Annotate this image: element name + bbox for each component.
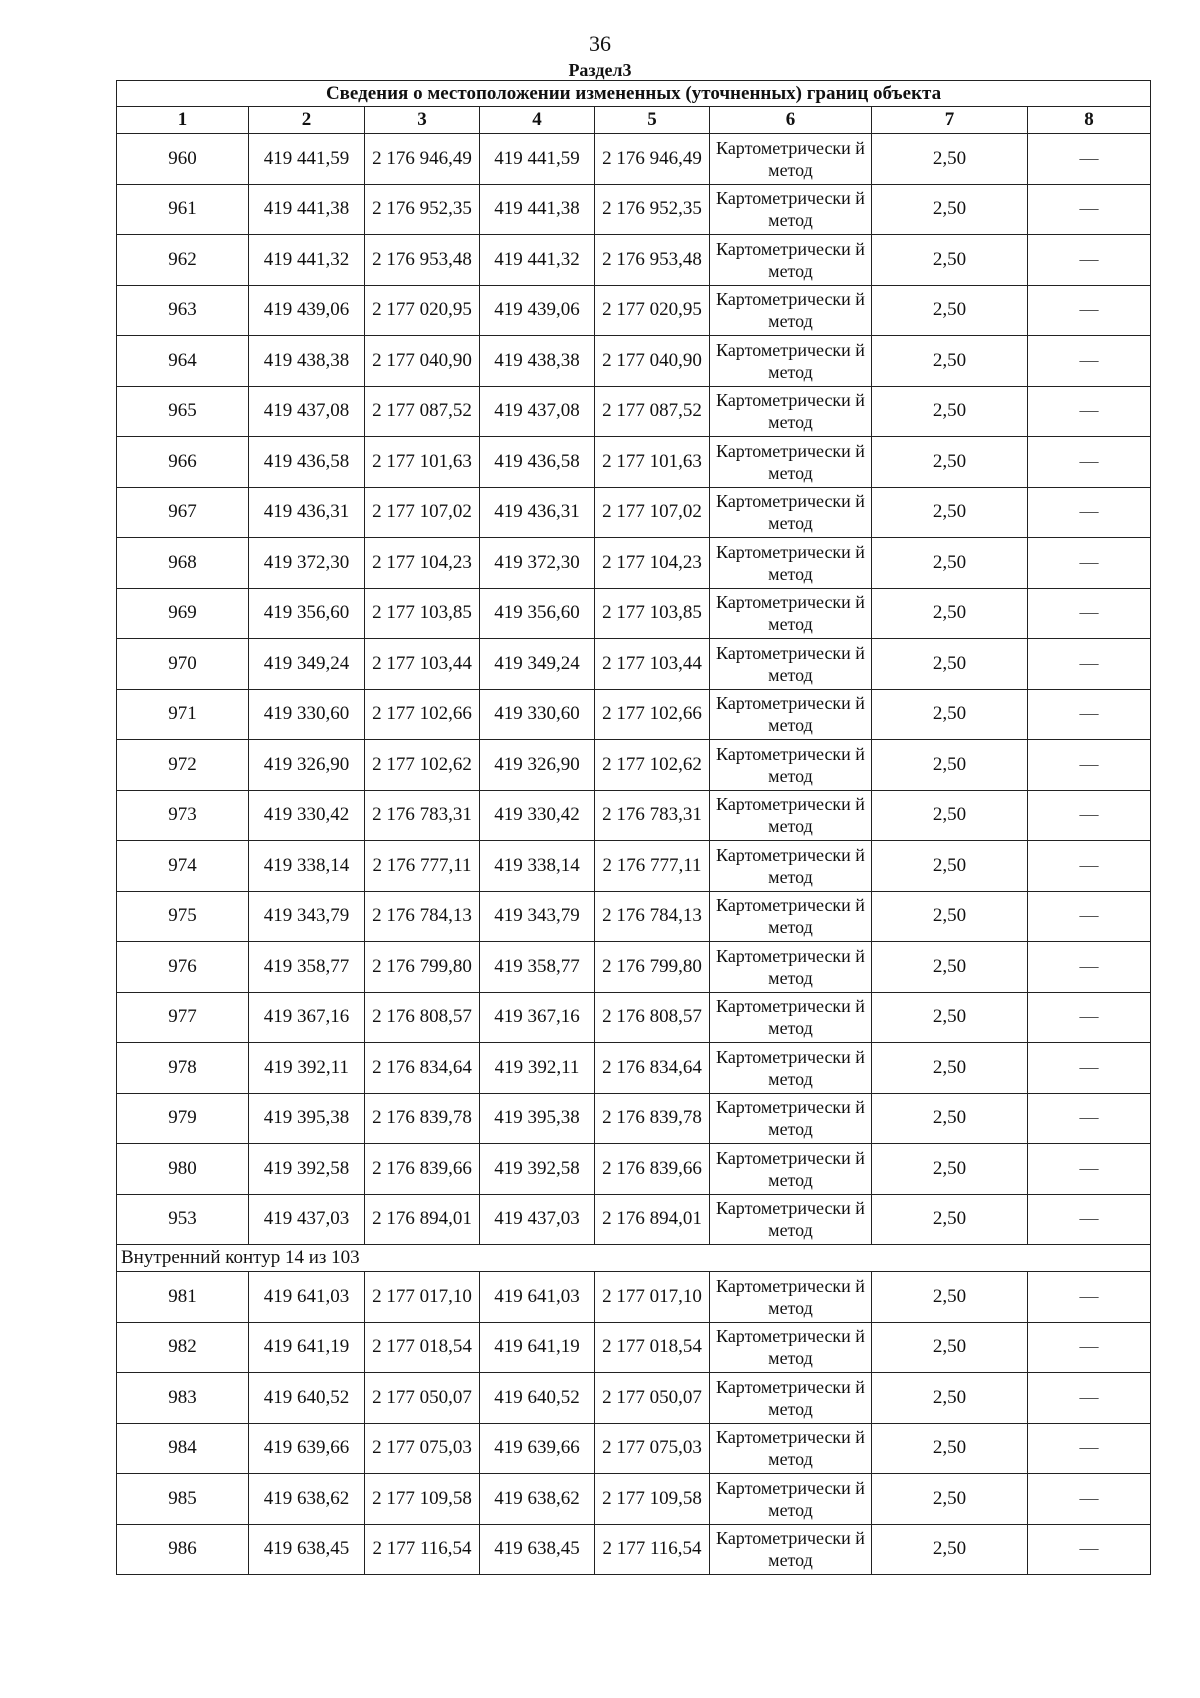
y-coordinate-old-cell: 2 177 102,66 bbox=[365, 689, 480, 740]
x-coordinate-old-cell: 419 392,11 bbox=[249, 1043, 365, 1094]
x-coordinate-old-cell: 419 438,38 bbox=[249, 336, 365, 387]
method-cell: Картометрически й метод bbox=[710, 639, 872, 690]
description-cell: — bbox=[1028, 336, 1151, 387]
x-coordinate-old-cell: 419 641,19 bbox=[249, 1322, 365, 1373]
point-number-cell: 982 bbox=[117, 1322, 249, 1373]
accuracy-cell: 2,50 bbox=[872, 1322, 1028, 1373]
x-coordinate-old-cell: 419 638,62 bbox=[249, 1474, 365, 1525]
point-number-cell: 970 bbox=[117, 639, 249, 690]
y-coordinate-old-cell: 2 177 040,90 bbox=[365, 336, 480, 387]
x-coordinate-new-cell: 419 441,32 bbox=[480, 235, 595, 286]
accuracy-cell: 2,50 bbox=[872, 1144, 1028, 1195]
description-cell: — bbox=[1028, 1322, 1151, 1373]
y-coordinate-new-cell: 2 177 103,85 bbox=[595, 588, 710, 639]
y-coordinate-old-cell: 2 177 017,10 bbox=[365, 1272, 480, 1323]
method-cell: Картометрически й метод bbox=[710, 1093, 872, 1144]
accuracy-cell: 2,50 bbox=[872, 689, 1028, 740]
x-coordinate-new-cell: 419 395,38 bbox=[480, 1093, 595, 1144]
column-header: 6 bbox=[710, 107, 872, 134]
x-coordinate-new-cell: 419 356,60 bbox=[480, 588, 595, 639]
y-coordinate-old-cell: 2 177 102,62 bbox=[365, 740, 480, 791]
contour-label: Внутренний контур 14 из 103 bbox=[117, 1245, 1151, 1272]
x-coordinate-new-cell: 419 392,58 bbox=[480, 1144, 595, 1195]
y-coordinate-new-cell: 2 176 839,66 bbox=[595, 1144, 710, 1195]
description-cell: — bbox=[1028, 891, 1151, 942]
table-caption-row bbox=[117, 81, 1151, 107]
accuracy-cell: 2,50 bbox=[872, 184, 1028, 235]
accuracy-cell: 2,50 bbox=[872, 790, 1028, 841]
description-cell: — bbox=[1028, 386, 1151, 437]
x-coordinate-new-cell: 419 367,16 bbox=[480, 992, 595, 1043]
column-header-row bbox=[117, 107, 1151, 134]
table-row bbox=[117, 1423, 1151, 1474]
y-coordinate-new-cell: 2 176 777,11 bbox=[595, 841, 710, 892]
x-coordinate-new-cell: 419 330,42 bbox=[480, 790, 595, 841]
description-cell: — bbox=[1028, 1144, 1151, 1195]
point-number-cell: 953 bbox=[117, 1194, 249, 1245]
y-coordinate-old-cell: 2 177 107,02 bbox=[365, 487, 480, 538]
y-coordinate-new-cell: 2 177 104,23 bbox=[595, 538, 710, 589]
description-cell: — bbox=[1028, 437, 1151, 488]
y-coordinate-old-cell: 2 177 104,23 bbox=[365, 538, 480, 589]
y-coordinate-old-cell: 2 176 839,66 bbox=[365, 1144, 480, 1195]
x-coordinate-old-cell: 419 330,60 bbox=[249, 689, 365, 740]
table-row bbox=[117, 841, 1151, 892]
x-coordinate-new-cell: 419 441,59 bbox=[480, 134, 595, 185]
description-cell: — bbox=[1028, 740, 1151, 791]
table-row bbox=[117, 538, 1151, 589]
y-coordinate-new-cell: 2 177 087,52 bbox=[595, 386, 710, 437]
method-cell: Картометрически й метод bbox=[710, 1194, 872, 1245]
point-number-cell: 985 bbox=[117, 1474, 249, 1525]
accuracy-cell: 2,50 bbox=[872, 740, 1028, 791]
x-coordinate-new-cell: 419 441,38 bbox=[480, 184, 595, 235]
accuracy-cell: 2,50 bbox=[872, 538, 1028, 589]
accuracy-cell: 2,50 bbox=[872, 992, 1028, 1043]
description-cell: — bbox=[1028, 538, 1151, 589]
x-coordinate-old-cell: 419 441,38 bbox=[249, 184, 365, 235]
x-coordinate-new-cell: 419 437,08 bbox=[480, 386, 595, 437]
y-coordinate-new-cell: 2 176 784,13 bbox=[595, 891, 710, 942]
point-number-cell: 960 bbox=[117, 134, 249, 185]
x-coordinate-old-cell: 419 437,03 bbox=[249, 1194, 365, 1245]
accuracy-cell: 2,50 bbox=[872, 437, 1028, 488]
table-row bbox=[117, 689, 1151, 740]
table-row bbox=[117, 437, 1151, 488]
accuracy-cell: 2,50 bbox=[872, 1373, 1028, 1424]
accuracy-cell: 2,50 bbox=[872, 1194, 1028, 1245]
x-coordinate-old-cell: 419 356,60 bbox=[249, 588, 365, 639]
x-coordinate-new-cell: 419 438,38 bbox=[480, 336, 595, 387]
method-cell: Картометрически й метод bbox=[710, 437, 872, 488]
point-number-cell: 978 bbox=[117, 1043, 249, 1094]
y-coordinate-new-cell: 2 177 050,07 bbox=[595, 1373, 710, 1424]
y-coordinate-old-cell: 2 177 087,52 bbox=[365, 386, 480, 437]
y-coordinate-new-cell: 2 176 834,64 bbox=[595, 1043, 710, 1094]
x-coordinate-old-cell: 419 358,77 bbox=[249, 942, 365, 993]
point-number-cell: 984 bbox=[117, 1423, 249, 1474]
x-coordinate-new-cell: 419 330,60 bbox=[480, 689, 595, 740]
description-cell: — bbox=[1028, 992, 1151, 1043]
y-coordinate-new-cell: 2 176 952,35 bbox=[595, 184, 710, 235]
y-coordinate-old-cell: 2 177 109,58 bbox=[365, 1474, 480, 1525]
y-coordinate-new-cell: 2 176 953,48 bbox=[595, 235, 710, 286]
y-coordinate-old-cell: 2 176 839,78 bbox=[365, 1093, 480, 1144]
y-coordinate-old-cell: 2 176 784,13 bbox=[365, 891, 480, 942]
y-coordinate-new-cell: 2 176 839,78 bbox=[595, 1093, 710, 1144]
column-header: 7 bbox=[872, 107, 1028, 134]
accuracy-cell: 2,50 bbox=[872, 1093, 1028, 1144]
x-coordinate-new-cell: 419 436,58 bbox=[480, 437, 595, 488]
method-cell: Картометрически й метод bbox=[710, 235, 872, 286]
accuracy-cell: 2,50 bbox=[872, 487, 1028, 538]
page-number: 36 bbox=[589, 31, 611, 56]
column-header: 4 bbox=[480, 107, 595, 134]
y-coordinate-old-cell: 2 176 946,49 bbox=[365, 134, 480, 185]
x-coordinate-old-cell: 419 392,58 bbox=[249, 1144, 365, 1195]
y-coordinate-new-cell: 2 177 020,95 bbox=[595, 285, 710, 336]
section-title: Раздел3 bbox=[568, 60, 632, 80]
method-cell: Картометрически й метод bbox=[710, 336, 872, 387]
table-row bbox=[117, 1272, 1151, 1323]
x-coordinate-old-cell: 419 437,08 bbox=[249, 386, 365, 437]
description-cell: — bbox=[1028, 285, 1151, 336]
point-number-cell: 974 bbox=[117, 841, 249, 892]
point-number-cell: 975 bbox=[117, 891, 249, 942]
x-coordinate-new-cell: 419 439,06 bbox=[480, 285, 595, 336]
y-coordinate-new-cell: 2 177 102,62 bbox=[595, 740, 710, 791]
y-coordinate-old-cell: 2 176 894,01 bbox=[365, 1194, 480, 1245]
description-cell: — bbox=[1028, 184, 1151, 235]
x-coordinate-old-cell: 419 439,06 bbox=[249, 285, 365, 336]
method-cell: Картометрически й метод bbox=[710, 891, 872, 942]
y-coordinate-old-cell: 2 176 783,31 bbox=[365, 790, 480, 841]
y-coordinate-new-cell: 2 177 107,02 bbox=[595, 487, 710, 538]
description-cell: — bbox=[1028, 639, 1151, 690]
table-row bbox=[117, 992, 1151, 1043]
point-number-cell: 973 bbox=[117, 790, 249, 841]
column-header: 8 bbox=[1028, 107, 1151, 134]
column-header: 1 bbox=[117, 107, 249, 134]
point-number-cell: 964 bbox=[117, 336, 249, 387]
x-coordinate-old-cell: 419 326,90 bbox=[249, 740, 365, 791]
method-cell: Картометрически й метод bbox=[710, 1322, 872, 1373]
method-cell: Картометрически й метод bbox=[710, 1524, 872, 1575]
table-row bbox=[117, 1043, 1151, 1094]
y-coordinate-new-cell: 2 177 040,90 bbox=[595, 336, 710, 387]
description-cell: — bbox=[1028, 1474, 1151, 1525]
x-coordinate-new-cell: 419 372,30 bbox=[480, 538, 595, 589]
y-coordinate-old-cell: 2 177 116,54 bbox=[365, 1524, 480, 1575]
y-coordinate-old-cell: 2 177 050,07 bbox=[365, 1373, 480, 1424]
description-cell: — bbox=[1028, 134, 1151, 185]
method-cell: Картометрически й метод bbox=[710, 1423, 872, 1474]
x-coordinate-old-cell: 419 441,59 bbox=[249, 134, 365, 185]
x-coordinate-new-cell: 419 326,90 bbox=[480, 740, 595, 791]
table-row bbox=[117, 891, 1151, 942]
y-coordinate-new-cell: 2 177 018,54 bbox=[595, 1322, 710, 1373]
x-coordinate-new-cell: 419 638,62 bbox=[480, 1474, 595, 1525]
y-coordinate-old-cell: 2 176 777,11 bbox=[365, 841, 480, 892]
y-coordinate-old-cell: 2 177 103,44 bbox=[365, 639, 480, 690]
table-row bbox=[117, 1373, 1151, 1424]
x-coordinate-old-cell: 419 372,30 bbox=[249, 538, 365, 589]
method-cell: Картометрически й метод bbox=[710, 1043, 872, 1094]
y-coordinate-old-cell: 2 176 953,48 bbox=[365, 235, 480, 286]
y-coordinate-old-cell: 2 176 952,35 bbox=[365, 184, 480, 235]
y-coordinate-old-cell: 2 177 018,54 bbox=[365, 1322, 480, 1373]
y-coordinate-new-cell: 2 177 116,54 bbox=[595, 1524, 710, 1575]
x-coordinate-new-cell: 419 436,31 bbox=[480, 487, 595, 538]
table-row bbox=[117, 1093, 1151, 1144]
accuracy-cell: 2,50 bbox=[872, 1524, 1028, 1575]
y-coordinate-old-cell: 2 176 799,80 bbox=[365, 942, 480, 993]
method-cell: Картометрически й метод bbox=[710, 1474, 872, 1525]
x-coordinate-new-cell: 419 392,11 bbox=[480, 1043, 595, 1094]
description-cell: — bbox=[1028, 841, 1151, 892]
method-cell: Картометрически й метод bbox=[710, 184, 872, 235]
accuracy-cell: 2,50 bbox=[872, 1043, 1028, 1094]
y-coordinate-new-cell: 2 176 894,01 bbox=[595, 1194, 710, 1245]
description-cell: — bbox=[1028, 790, 1151, 841]
y-coordinate-new-cell: 2 177 103,44 bbox=[595, 639, 710, 690]
x-coordinate-old-cell: 419 640,52 bbox=[249, 1373, 365, 1424]
description-cell: — bbox=[1028, 1373, 1151, 1424]
y-coordinate-new-cell: 2 177 109,58 bbox=[595, 1474, 710, 1525]
method-cell: Картометрически й метод bbox=[710, 588, 872, 639]
column-header: 5 bbox=[595, 107, 710, 134]
x-coordinate-old-cell: 419 441,32 bbox=[249, 235, 365, 286]
table-row bbox=[117, 336, 1151, 387]
method-cell: Картометрически й метод bbox=[710, 841, 872, 892]
method-cell: Картометрически й метод bbox=[710, 538, 872, 589]
accuracy-cell: 2,50 bbox=[872, 588, 1028, 639]
description-cell: — bbox=[1028, 689, 1151, 740]
method-cell: Картометрически й метод bbox=[710, 942, 872, 993]
method-cell: Картометрически й метод bbox=[710, 1144, 872, 1195]
point-number-cell: 977 bbox=[117, 992, 249, 1043]
method-cell: Картометрически й метод bbox=[710, 285, 872, 336]
x-coordinate-new-cell: 419 638,45 bbox=[480, 1524, 595, 1575]
point-number-cell: 980 bbox=[117, 1144, 249, 1195]
table-row bbox=[117, 1144, 1151, 1195]
accuracy-cell: 2,50 bbox=[872, 336, 1028, 387]
accuracy-cell: 2,50 bbox=[872, 841, 1028, 892]
table-row bbox=[117, 386, 1151, 437]
table-caption: Сведения о местоположении измененных (уточненных) границ объекта bbox=[117, 81, 1151, 107]
point-number-cell: 983 bbox=[117, 1373, 249, 1424]
point-number-cell: 981 bbox=[117, 1272, 249, 1323]
table-row bbox=[117, 588, 1151, 639]
point-number-cell: 979 bbox=[117, 1093, 249, 1144]
table-row bbox=[117, 235, 1151, 286]
y-coordinate-old-cell: 2 177 101,63 bbox=[365, 437, 480, 488]
table-row bbox=[117, 1524, 1151, 1575]
method-cell: Картометрически й метод bbox=[710, 487, 872, 538]
y-coordinate-new-cell: 2 176 799,80 bbox=[595, 942, 710, 993]
table-row bbox=[117, 134, 1151, 185]
description-cell: — bbox=[1028, 588, 1151, 639]
x-coordinate-new-cell: 419 343,79 bbox=[480, 891, 595, 942]
contour-separator-row bbox=[117, 1245, 1151, 1272]
accuracy-cell: 2,50 bbox=[872, 235, 1028, 286]
accuracy-cell: 2,50 bbox=[872, 942, 1028, 993]
method-cell: Картометрически й метод bbox=[710, 790, 872, 841]
method-cell: Картометрически й метод bbox=[710, 992, 872, 1043]
x-coordinate-old-cell: 419 436,31 bbox=[249, 487, 365, 538]
y-coordinate-old-cell: 2 177 103,85 bbox=[365, 588, 480, 639]
table-row bbox=[117, 487, 1151, 538]
x-coordinate-old-cell: 419 330,42 bbox=[249, 790, 365, 841]
x-coordinate-new-cell: 419 349,24 bbox=[480, 639, 595, 690]
point-number-cell: 962 bbox=[117, 235, 249, 286]
point-number-cell: 967 bbox=[117, 487, 249, 538]
point-number-cell: 976 bbox=[117, 942, 249, 993]
point-number-cell: 972 bbox=[117, 740, 249, 791]
y-coordinate-old-cell: 2 176 834,64 bbox=[365, 1043, 480, 1094]
description-cell: — bbox=[1028, 1272, 1151, 1323]
y-coordinate-new-cell: 2 177 101,63 bbox=[595, 437, 710, 488]
coordinates-table bbox=[116, 80, 1151, 1575]
x-coordinate-old-cell: 419 639,66 bbox=[249, 1423, 365, 1474]
y-coordinate-new-cell: 2 176 783,31 bbox=[595, 790, 710, 841]
method-cell: Картометрически й метод bbox=[710, 740, 872, 791]
point-number-cell: 965 bbox=[117, 386, 249, 437]
accuracy-cell: 2,50 bbox=[872, 1474, 1028, 1525]
accuracy-cell: 2,50 bbox=[872, 891, 1028, 942]
table-row bbox=[117, 639, 1151, 690]
point-number-cell: 966 bbox=[117, 437, 249, 488]
table-row bbox=[117, 740, 1151, 791]
y-coordinate-old-cell: 2 176 808,57 bbox=[365, 992, 480, 1043]
point-number-cell: 986 bbox=[117, 1524, 249, 1575]
point-number-cell: 971 bbox=[117, 689, 249, 740]
method-cell: Картометрически й метод bbox=[710, 689, 872, 740]
table-row bbox=[117, 1474, 1151, 1525]
table-row bbox=[117, 184, 1151, 235]
description-cell: — bbox=[1028, 1524, 1151, 1575]
x-coordinate-old-cell: 419 436,58 bbox=[249, 437, 365, 488]
method-cell: Картометрически й метод bbox=[710, 1272, 872, 1323]
accuracy-cell: 2,50 bbox=[872, 1272, 1028, 1323]
accuracy-cell: 2,50 bbox=[872, 639, 1028, 690]
description-cell: — bbox=[1028, 1043, 1151, 1094]
table-row bbox=[117, 285, 1151, 336]
x-coordinate-new-cell: 419 437,03 bbox=[480, 1194, 595, 1245]
x-coordinate-old-cell: 419 395,38 bbox=[249, 1093, 365, 1144]
x-coordinate-old-cell: 419 343,79 bbox=[249, 891, 365, 942]
y-coordinate-new-cell: 2 177 017,10 bbox=[595, 1272, 710, 1323]
description-cell: — bbox=[1028, 235, 1151, 286]
point-number-cell: 963 bbox=[117, 285, 249, 336]
x-coordinate-old-cell: 419 641,03 bbox=[249, 1272, 365, 1323]
accuracy-cell: 2,50 bbox=[872, 1423, 1028, 1474]
table-row bbox=[117, 942, 1151, 993]
x-coordinate-new-cell: 419 640,52 bbox=[480, 1373, 595, 1424]
accuracy-cell: 2,50 bbox=[872, 134, 1028, 185]
point-number-cell: 969 bbox=[117, 588, 249, 639]
table-row bbox=[117, 790, 1151, 841]
x-coordinate-new-cell: 419 641,03 bbox=[480, 1272, 595, 1323]
x-coordinate-new-cell: 419 639,66 bbox=[480, 1423, 595, 1474]
column-header: 3 bbox=[365, 107, 480, 134]
column-header: 2 bbox=[249, 107, 365, 134]
description-cell: — bbox=[1028, 1194, 1151, 1245]
point-number-cell: 961 bbox=[117, 184, 249, 235]
x-coordinate-new-cell: 419 641,19 bbox=[480, 1322, 595, 1373]
method-cell: Картометрически й метод bbox=[710, 134, 872, 185]
x-coordinate-old-cell: 419 638,45 bbox=[249, 1524, 365, 1575]
point-number-cell: 968 bbox=[117, 538, 249, 589]
x-coordinate-new-cell: 419 338,14 bbox=[480, 841, 595, 892]
method-cell: Картометрически й метод bbox=[710, 386, 872, 437]
y-coordinate-new-cell: 2 177 102,66 bbox=[595, 689, 710, 740]
y-coordinate-new-cell: 2 176 946,49 bbox=[595, 134, 710, 185]
description-cell: — bbox=[1028, 487, 1151, 538]
description-cell: — bbox=[1028, 942, 1151, 993]
table-row bbox=[117, 1194, 1151, 1245]
x-coordinate-old-cell: 419 349,24 bbox=[249, 639, 365, 690]
description-cell: — bbox=[1028, 1093, 1151, 1144]
table-row bbox=[117, 1322, 1151, 1373]
accuracy-cell: 2,50 bbox=[872, 386, 1028, 437]
accuracy-cell: 2,50 bbox=[872, 285, 1028, 336]
y-coordinate-old-cell: 2 177 075,03 bbox=[365, 1423, 480, 1474]
x-coordinate-old-cell: 419 367,16 bbox=[249, 992, 365, 1043]
x-coordinate-new-cell: 419 358,77 bbox=[480, 942, 595, 993]
x-coordinate-old-cell: 419 338,14 bbox=[249, 841, 365, 892]
y-coordinate-old-cell: 2 177 020,95 bbox=[365, 285, 480, 336]
y-coordinate-new-cell: 2 177 075,03 bbox=[595, 1423, 710, 1474]
method-cell: Картометрически й метод bbox=[710, 1373, 872, 1424]
description-cell: — bbox=[1028, 1423, 1151, 1474]
y-coordinate-new-cell: 2 176 808,57 bbox=[595, 992, 710, 1043]
